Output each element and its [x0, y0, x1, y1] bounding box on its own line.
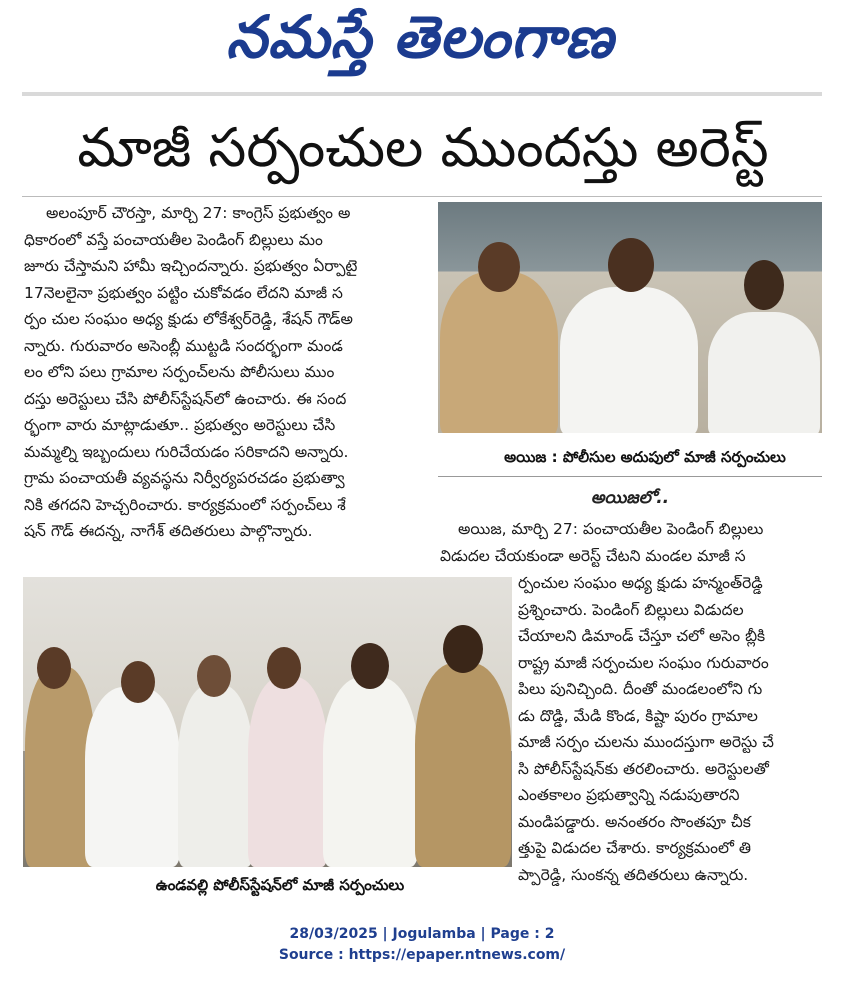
- body-line: లం లోని పలు గ్రామాల సర్పంచ్‌లను పోలీసులు ముం: [24, 363, 335, 381]
- masthead: [0, 0, 844, 78]
- photo-undavalli-police-station: [23, 577, 512, 867]
- body-line: ర్పం చుల సంఘం అధ్య క్షుడు లోకేశ్వర్‌రెడ్డి, శేషన్ గౌడ్అ: [24, 310, 353, 328]
- body-line: విడుదల చేయకుండా అరెస్ట్ చేటని మండల మాజీ స: [440, 546, 746, 565]
- article-subheading: అయిజలో..: [590, 488, 670, 508]
- body-line: నికి తగదని హెచ్చరించారు. కార్యక్రమంలో సర్పంచ్‌లు శే: [24, 495, 346, 514]
- body-line: జూరు చేస్తామని హామీ ఇచ్చిందన్నారు. ప్రభుత్వం ఏర్పాటై: [24, 257, 358, 275]
- photo-aiza-police-custody: [438, 202, 822, 433]
- article-aiza-body-top: [440, 516, 820, 569]
- newspaper-logo: నమస్తే తెలంగాణ: [226, 3, 614, 71]
- body-line: మమ్మల్ని ఇబ్బందులు గురిచేయడం సరికాదని అన్నారు.: [24, 442, 349, 461]
- body-line: చేయాలని డిమాండ్ చేస్తూ చలో అసెం బ్లీకి: [518, 627, 766, 645]
- body-line: ర్భంగా వారు మాట్లాడుతూ.. ప్రభుత్వం అరెస్టులు చేసి: [24, 416, 336, 434]
- body-line: మాజీ సర్పం చులను ముందస్తుగా అరెస్టు చే: [518, 733, 774, 751]
- body-line: షన్ గౌడ్ ఈదన్న, నాగేశ్ తదితరులు పాల్గొన్నారు.: [24, 522, 313, 540]
- body-line: గ్రామ పంచాయతీ వ్యవస్థను నిర్వీర్యపరచడం ప్రభుత్వా: [24, 469, 345, 487]
- body-line: త్తుపై విడుదల చేశారు. కార్యక్రమంలో తి: [518, 839, 752, 857]
- source-link[interactable]: Source : https://epaper.ntnews.com/: [278, 947, 566, 963]
- body-line: రాష్ట్ర మాజీ సర్పంచుల సంఘం గురువారం: [518, 653, 769, 672]
- body-line: న్నారు. గురువారం అసెంబ్లీ ముట్టడి సందర్భంగా మండ: [24, 336, 343, 355]
- body-line: ధికారంలో వస్తే పంచాయతీల పెండింగ్ బిల్లులు మం: [24, 230, 323, 249]
- photo-caption: అయిజ : పోలీసుల అదుపులో మాజీ సర్పంచులు: [504, 448, 786, 466]
- body-line: అలంపూర్ చౌరస్తా, మార్చి 27: కాంగ్రెస్ ప్రభుత్వం అ: [46, 204, 351, 222]
- body-line: దస్తు అరెస్టులు చేసి పోలీస్‌స్టేషన్‌లో ఉంచారు. ఈ సంద: [24, 389, 347, 408]
- body-line: సి పోలీస్‌స్టేషన్‌కు తరలించారు. అరెస్టులతో: [518, 759, 769, 778]
- body-line: ప్రశ్నించారు. పెండింగ్ బిల్లులు విడుదల: [518, 600, 744, 619]
- body-line: మండిపడ్డారు. అనంతరం సొంతపూ చీక: [518, 812, 751, 831]
- caption-divider: [438, 476, 822, 477]
- body-line: అయిజ, మార్చి 27: పంచాయతీల పెండింగ్ బిల్లులు: [458, 520, 764, 538]
- masthead-divider: [22, 92, 822, 96]
- article-alampur-body: [24, 200, 432, 545]
- body-line: డు దొడ్డి, మేడి కొండ, కిష్టా పురం గ్రామాల: [518, 706, 758, 725]
- body-line: ఎంతకాలం ప్రభుత్వాన్ని నడుపుతారని: [518, 786, 740, 804]
- edition-info: 28/03/2025 | Jogulamba | Page : 2: [289, 926, 555, 942]
- body-line: ర్పంచుల సంఘం అధ్య క్షుడు హన్మంత్‌రెడ్డి: [518, 574, 763, 592]
- headline-divider: [22, 196, 822, 197]
- body-line: 17నెలలైనా ప్రభుత్వం పట్టిం చుకోవడం లేదని మాజీ స: [24, 283, 343, 302]
- photo-caption: ఉండవల్లి పోలీస్‌స్టేషన్‌లో మాజీ సర్పంచులు: [155, 876, 405, 894]
- article-aiza-body: [518, 570, 818, 888]
- body-line: పిలు పునిచ్చింది. దీంతో మండలంలోని గు: [518, 680, 763, 698]
- body-line: ప్పారెడ్డి, సుంకన్న తదితరులు ఉన్నారు.: [518, 865, 749, 884]
- article-headline: మాజీ సర్పంచుల ముందస్తు అరెస్ట్: [77, 116, 769, 179]
